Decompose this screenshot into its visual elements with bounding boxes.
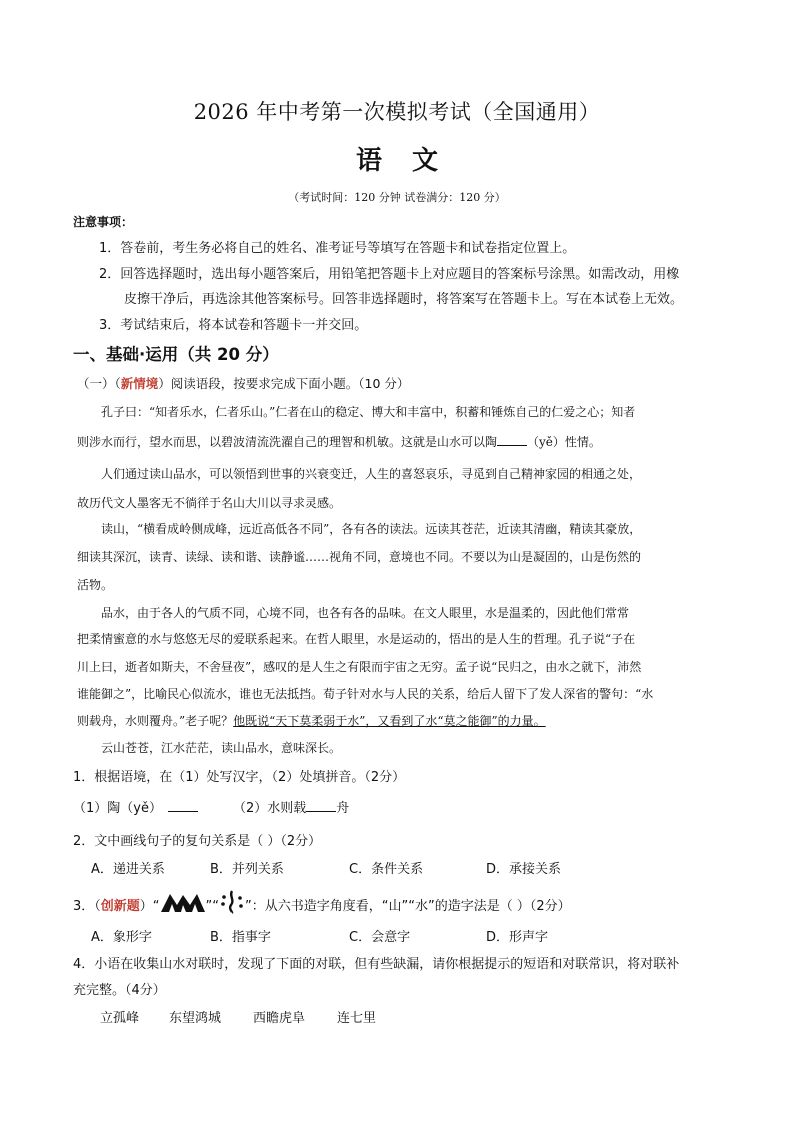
question-1: 1．根据语境，在（1）处写汉字，（2）处填拼音。（2分） xyxy=(73,770,406,785)
mountain-glyph-icon xyxy=(160,891,206,922)
passage-line xyxy=(77,433,601,450)
passage-line: 故历代文人墨客无不徜徉于名山大川以寻求灵感。 xyxy=(77,496,342,510)
sub-label: （1）陶（yě） xyxy=(73,801,162,816)
section-heading: 一、基础·运用（共 20 分） xyxy=(73,345,279,364)
phrase-item: 连七里 xyxy=(337,1011,377,1026)
notice-item: 1．答卷前，考生务必将自己的姓名、准考证号等填写在答题卡和试卷指定位置上。 xyxy=(99,241,576,256)
q3-mid: ）“ xyxy=(139,899,160,914)
passage-line: 川上曰，逝者如斯夫，不舍昼夜”，感叹的是人生之有限而宇宙之无穷。孟子说“民归之，由水之就下，沛然 xyxy=(77,660,642,674)
exam-title: 2026 年中考第一次模拟考试（全国通用） xyxy=(193,100,601,124)
option-c: C．会意字 xyxy=(349,930,411,945)
option-b: B．并列关系 xyxy=(210,862,284,877)
notice-item: 3．考试结束后，将本试卷和答题卡一并交回。 xyxy=(99,318,368,333)
passage-text: 则涉水而行，望水而思，以碧波清流洗濯自己的理智和机敏。这就是山水可以陶 xyxy=(77,435,498,449)
sub-label-end: 舟 xyxy=(336,801,350,816)
passage-line: 云山苍苍，江水茫茫，读山品水，意味深长。 xyxy=(101,741,342,755)
option-d: D．承接关系 xyxy=(486,862,562,877)
option-b: B．指事字 xyxy=(210,930,271,945)
option-a: A．递进关系 xyxy=(91,862,165,877)
phrase-item: 东望鸿城 xyxy=(169,1011,222,1026)
blank-answer-1 xyxy=(168,801,198,812)
passage-line: 人们通过读山品水，可以领悟到世事的兴衰变迁，人生的喜怒哀乐，寻觅到自己精神家园的相通之处， xyxy=(101,467,642,481)
question-4-cont: 充完整。（4分） xyxy=(73,983,166,998)
passage-line: 细读其深沉，读青、读绿、读和谐、读静谧……视角不同，意境也不同。不要以为山是凝固的，山是伤然的 xyxy=(77,550,642,564)
option-a: A．象形字 xyxy=(91,930,152,945)
option-d: D．形声字 xyxy=(486,930,549,945)
notice-item: 皮擦干净后，再选涂其他答案标号。回答非选择题时，将答案写在答题卡上。写在本试卷上无效。 xyxy=(124,292,684,307)
blank-1 xyxy=(497,435,527,446)
q3-quote: ”“ xyxy=(205,899,220,914)
q3-tag: 创新题 xyxy=(100,899,140,914)
passage-line: 谁能御之”，比喻民心似流水，谁也无法抵挡。荀子针对水与人民的关系，给后人留下了发人深省的警句：“水 xyxy=(77,687,654,701)
passage-text: （yě）性情。 xyxy=(527,435,601,449)
passage-line: 把柔情蜜意的水与悠悠无尽的爱联系起来。在哲人眼里，水是运动的，悟出的是人生的哲理。孔子说“子在 xyxy=(77,632,636,646)
water-glyph-icon xyxy=(219,890,245,923)
passage-line: 活物。 xyxy=(77,578,114,592)
passage-line: 读山，“横看成岭侧成峰，远近高低各不同”，各有各的读法。远读其苍茫，近读其清幽，精读其豪放， xyxy=(101,522,642,536)
question-1-sub-1 xyxy=(73,797,198,816)
exam-info: （考试时间：120 分钟 试卷满分：120 分） xyxy=(288,191,506,204)
passage-text: 则载舟，水则覆舟。”老子呢？ xyxy=(77,714,234,728)
option-c: C．条件关系 xyxy=(349,862,424,877)
notice-item: 2．回答选择题时，选出每小题答案后，用铅笔把答题卡上对应题目的答案标号涂黑。如需改动，用橡 xyxy=(99,267,680,282)
underlined-sentence: 他既说“天下莫柔弱于水”，又看到了水“莫之能御”的力量。 xyxy=(233,714,546,728)
question-3 xyxy=(73,890,571,914)
blank-answer-2 xyxy=(306,801,336,812)
part-heading xyxy=(77,374,409,392)
part-suffix: ）阅读语段，按要求完成下面小题。（10 分） xyxy=(158,376,410,391)
question-4: 4．小语在收集山水对联时，发现了下面的对联，但有些缺漏，请你根据提示的短语和对联常识，将对联补 xyxy=(73,957,680,972)
phrase-item: 西瞻虎阜 xyxy=(253,1011,306,1026)
question-2: 2．文中画线句子的复句关系是（ ）（2分） xyxy=(73,834,322,849)
passage-line xyxy=(77,712,546,729)
part-tag: 新情境 xyxy=(120,376,159,391)
part-prefix: （一）（ xyxy=(77,376,121,391)
q3-text: ”：从六书造字角度看，“山”“水”的造字法是（ ）（2分） xyxy=(245,899,571,914)
subject-title: 语文 xyxy=(355,146,468,176)
passage-line: 孔子曰：“知者乐水，仁者乐山。”仁者在山的稳定、博大和丰富中，积蓄和锤炼自己的仁爱之心；知者 xyxy=(101,405,636,419)
passage-line: 品水，由于各人的气质不同，心境不同，也各有各的品味。在文人眼里，水是温柔的，因此他们常常 xyxy=(101,606,630,620)
question-1-sub-2 xyxy=(233,797,349,816)
phrase-item: 立孤峰 xyxy=(100,1011,140,1026)
notice-heading: 注意事项： xyxy=(73,215,134,229)
sub-label: （2）水则载 xyxy=(233,801,307,816)
q3-number: 3．（ xyxy=(73,899,101,914)
